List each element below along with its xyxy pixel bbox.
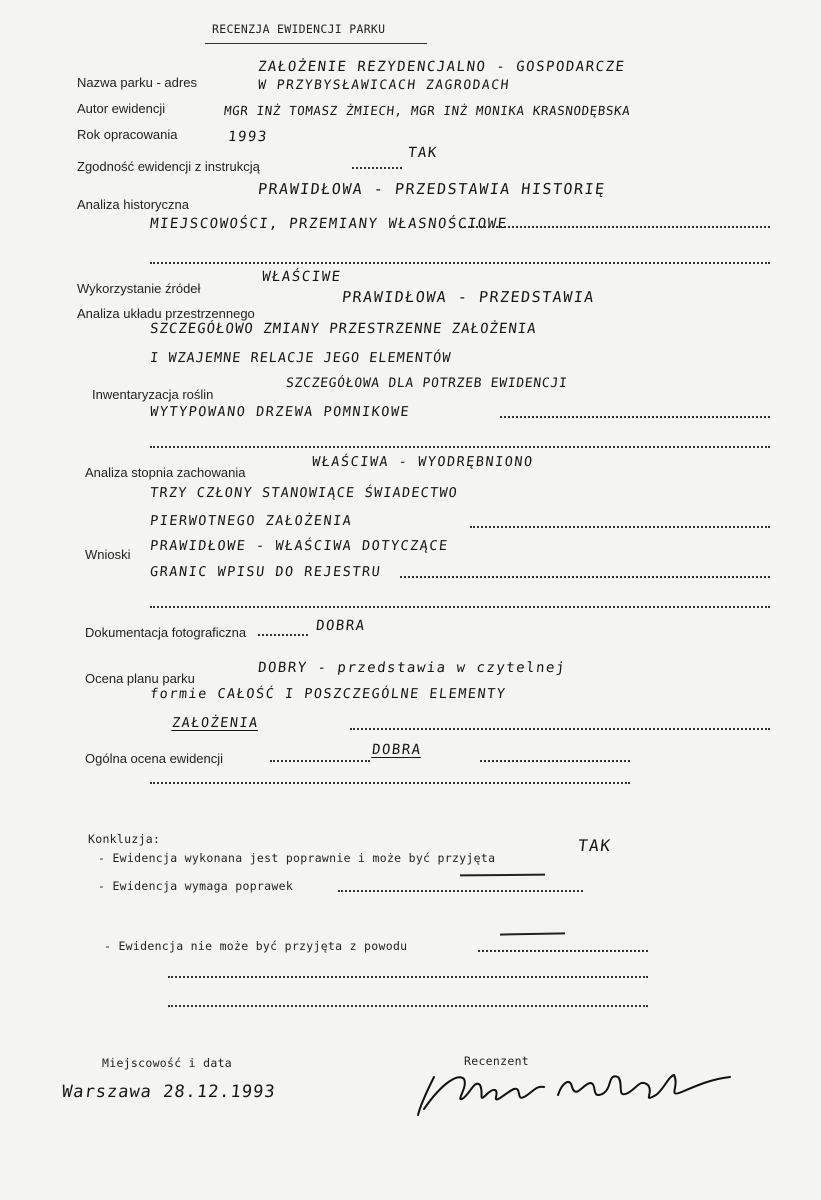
konkluzja-strike-1 [460, 874, 545, 876]
recenzent-label: Recenzent [464, 1054, 530, 1068]
value-ogolna: DOBRA [371, 742, 423, 758]
konkluzja-opt1: - Ewidencja wykonana jest poprawnie i może być przyjęta [98, 851, 496, 865]
value-plan-2: formie CAŁOŚĆ I POSZCZEGÓLNE ELEMENTY [149, 686, 508, 702]
label-rok: Rok opracowania [77, 127, 178, 142]
value-analiza-ukl-3: I WZAJEMNE RELACJE JEGO ELEMENTÓW [149, 350, 453, 366]
label-zgodnosc: Zgodność ewidencji z instrukcją [77, 159, 260, 174]
label-analiza-hist: Analiza historyczna [77, 197, 189, 212]
miejsce-value: Warszawa 28.12.1993 [61, 1082, 277, 1102]
value-analiza-hist-1: PRAWIDŁOWA - PRZEDSTAWIA HISTORIĘ [257, 180, 607, 198]
value-nazwa-1: ZAŁOŻENIE REZYDENCJALNO - GOSPODARCZE [257, 59, 627, 75]
title-underline [205, 43, 427, 44]
label-autor: Autor ewidencji [77, 101, 166, 116]
label-analiza-ukl: Analiza układu przestrzennego [77, 306, 255, 321]
label-wnioski: Wnioski [85, 547, 131, 562]
label-stopien: Analiza stopnia zachowania [85, 465, 246, 480]
value-stopien-1: WŁAŚCIWA - WYODRĘBNIONO [311, 454, 535, 470]
label-nazwa: Nazwa parku - adres [77, 75, 197, 90]
value-autor: MGR INŻ TOMASZ ŻMIECH, MGR INŻ MONIKA KRASNODĘBSKA [223, 103, 632, 118]
value-nazwa-2: W PRZYBYSŁAWICACH ZAGRODACH [257, 78, 511, 93]
signature-image [412, 1065, 742, 1125]
value-analiza-hist-2: MIEJSCOWOŚCI, PRZEMIANY WŁASNOŚCIOWE [149, 216, 509, 232]
value-wnioski-2: GRANIC WPISU DO REJESTRU [149, 564, 382, 580]
value-wnioski-1: PRAWIDŁOWE - WŁAŚCIWA DOTYCZĄCE [149, 538, 450, 554]
value-rok: 1993 [227, 129, 269, 145]
value-plan-1: DOBRY - przedstawia w czytelnej [257, 660, 567, 676]
label-dokumentacja: Dokumentacja fotograficzna [85, 625, 247, 640]
value-analiza-ukl-2: SZCZEGÓŁOWO ZMIANY PRZESTRZENNE ZAŁOŻENIA [149, 321, 538, 337]
konkluzja-opt1-answer: TAK [577, 836, 613, 855]
value-inwentaryzacja-1: SZCZEGÓŁOWA DLA POTRZEB EWIDENCJI [285, 376, 569, 391]
label-plan: Ocena planu parku [85, 671, 195, 686]
value-dokumentacja: DOBRA [315, 618, 367, 634]
label-ogolna: Ogólna ocena ewidencji [85, 751, 224, 766]
value-analiza-ukl-1: PRAWIDŁOWA - PRZEDSTAWIA [341, 288, 596, 306]
miejsce-label: Miejscowość i data [102, 1056, 233, 1070]
value-plan-3: ZAŁOŻENIA [171, 715, 260, 731]
label-inwentaryzacja: Inwentaryzacja roślin [92, 387, 214, 402]
value-zrodla: WŁAŚCIWE [261, 269, 343, 285]
value-inwentaryzacja-2: WYTYPOWANO DRZEWA POMNIKOWE [149, 404, 411, 420]
konkluzja-strike-2 [500, 932, 565, 935]
form-title: RECENZJA EWIDENCJI PARKU [212, 22, 386, 36]
value-stopien-2: TRZY CZŁONY STANOWIĄCE ŚWIADECTWO [149, 485, 459, 501]
label-zrodla: Wykorzystanie źródeł [77, 281, 201, 296]
konkluzja-label: Konkluzja: [88, 832, 161, 846]
value-stopien-3: PIERWOTNEGO ZAŁOŻENIA [149, 513, 354, 529]
konkluzja-opt2: - Ewidencja wymaga poprawek [98, 879, 294, 893]
value-zgodnosc: TAK [407, 145, 439, 161]
konkluzja-opt3: - Ewidencja nie może być przyjęta z powodu [104, 939, 408, 953]
